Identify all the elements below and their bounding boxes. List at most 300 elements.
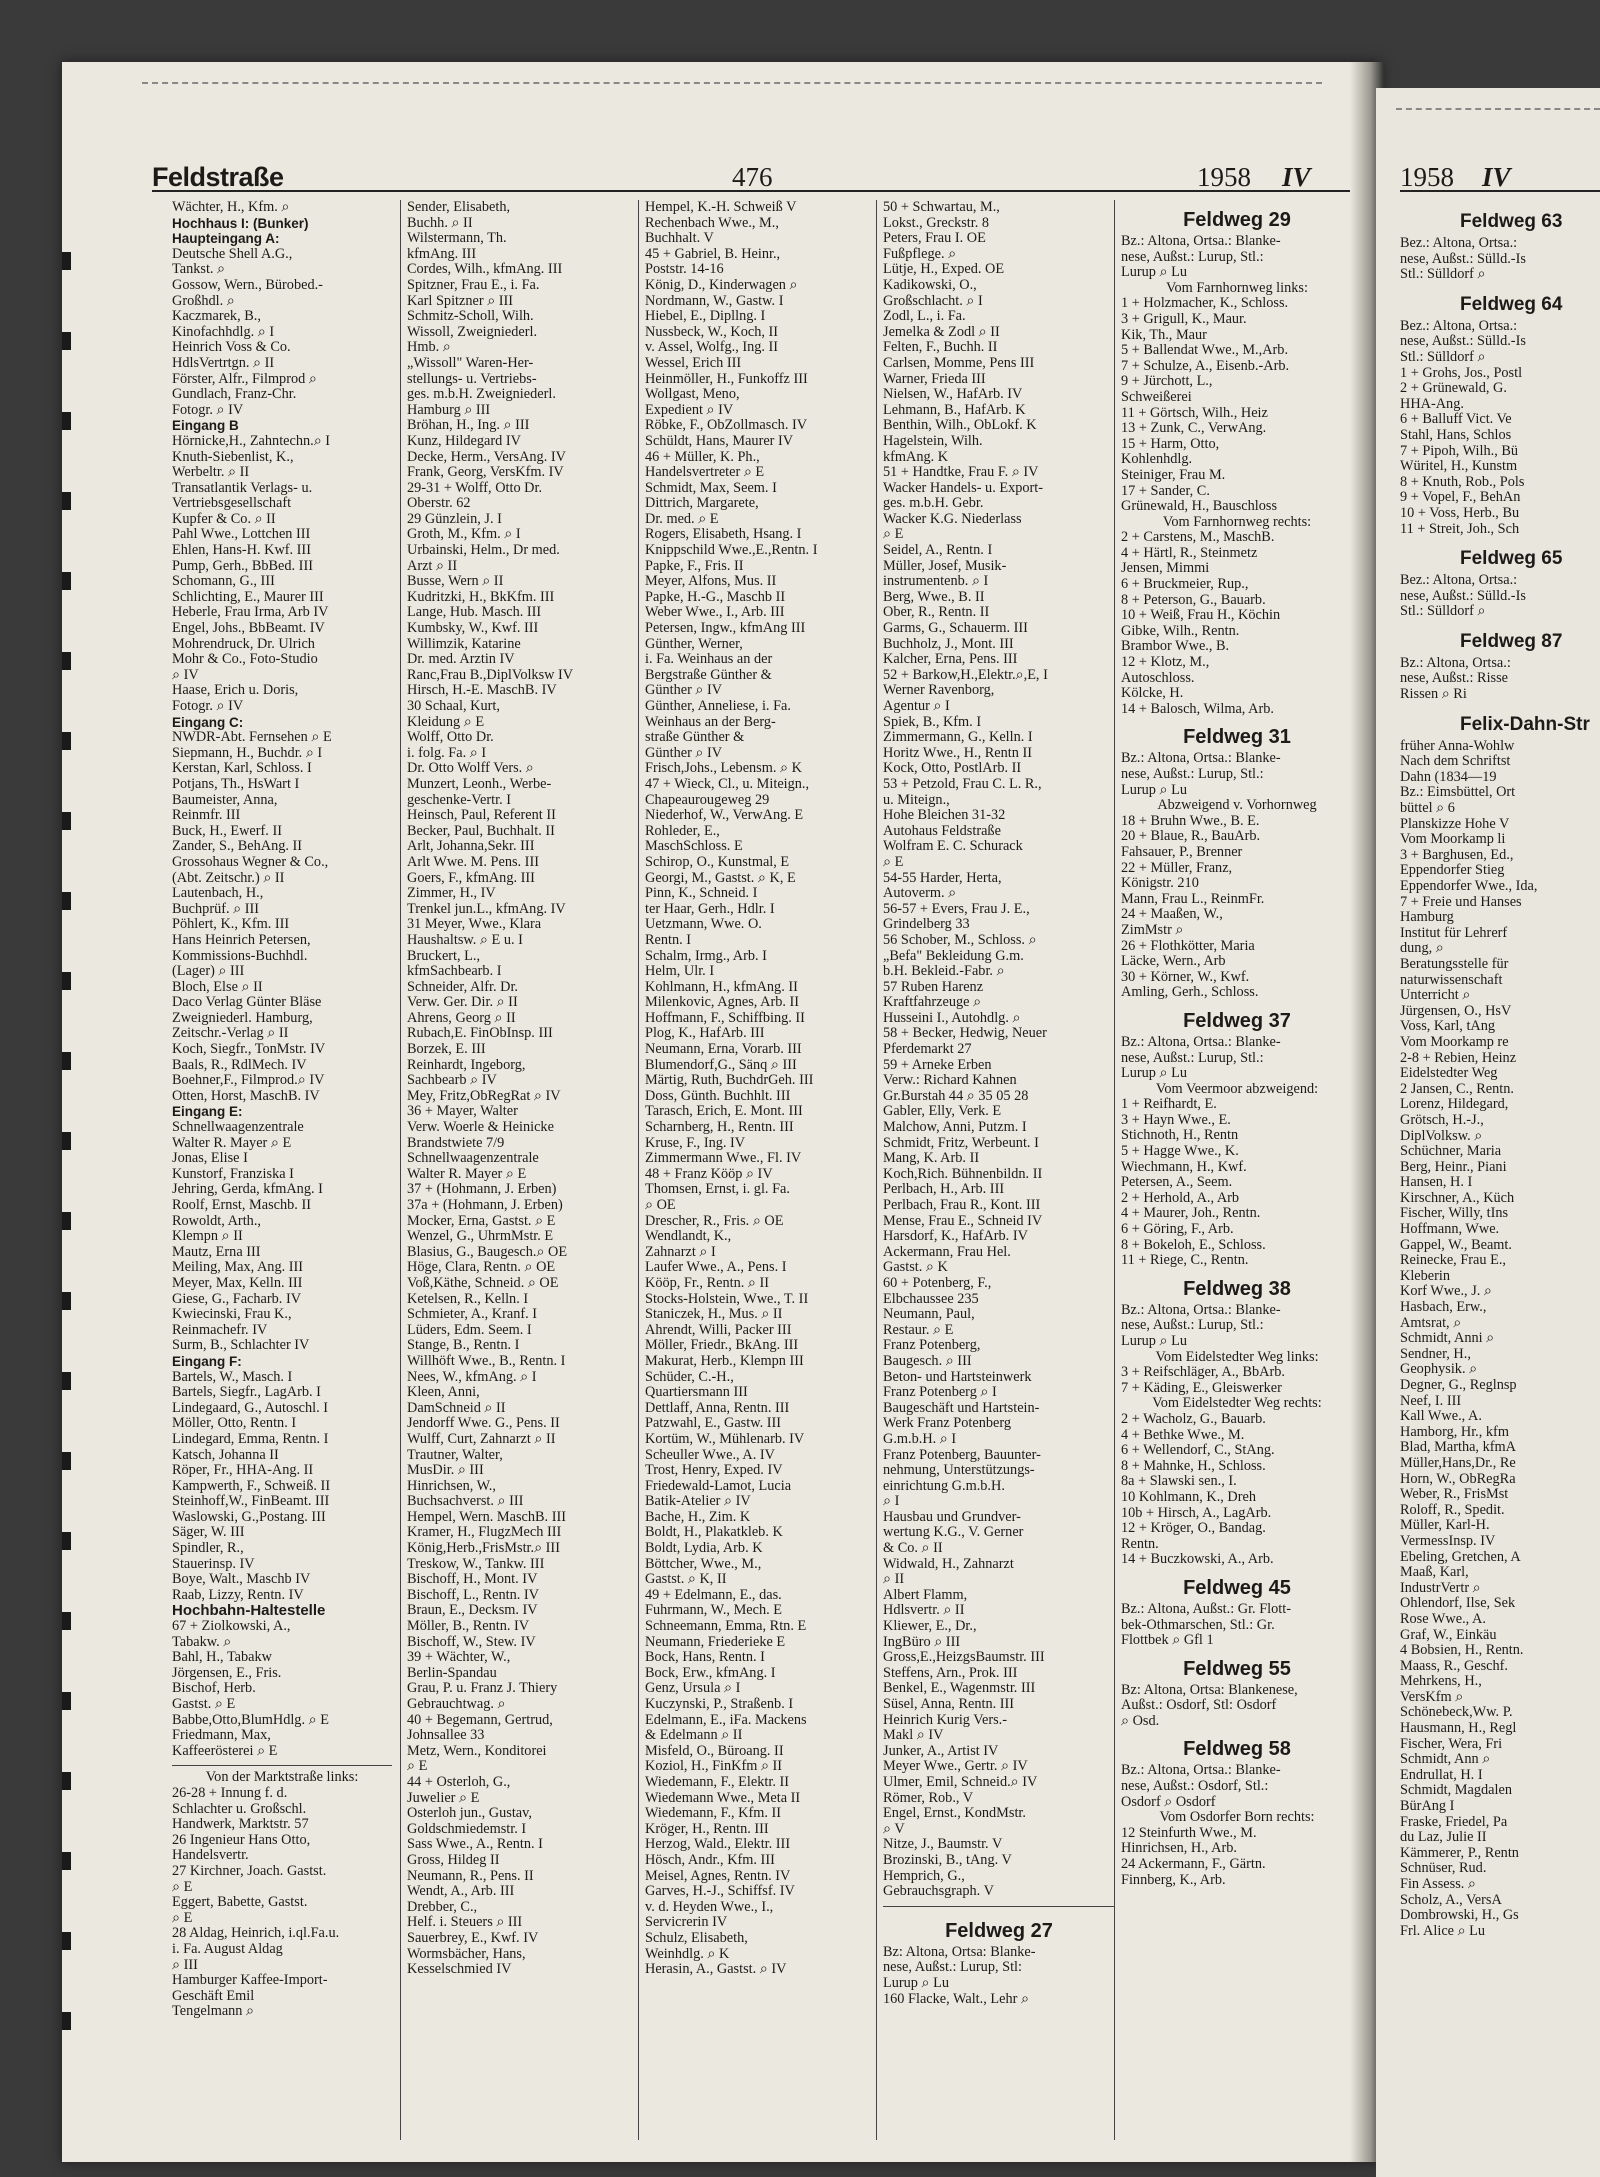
- directory-entry: 4 Bobsien, H., Rentn.: [1400, 1642, 1524, 1659]
- page-year: 1958: [1197, 162, 1251, 192]
- directory-entry: Husseini I., Autohdlg. ⌕: [883, 1009, 1021, 1026]
- directory-entry: Stl.: Sülldorf ⌕: [1400, 603, 1486, 620]
- directory-entry: Gross, Hildeg II: [407, 1851, 500, 1868]
- directory-entry: Dr. med. ⌕ E: [645, 510, 719, 527]
- directory-entry: BürAng I: [1400, 1798, 1455, 1815]
- street-heading: Feldweg 55: [1183, 1657, 1291, 1680]
- directory-entry: Lurup ⌕ Lu: [1121, 1333, 1187, 1349]
- directory-entry: Gebrauchtwag. ⌕: [407, 1696, 506, 1712]
- directory-entry: Ohlendorf, Ilse, Sek: [1400, 1595, 1516, 1612]
- directory-entry: 22 + Müller, Franz,: [1121, 859, 1233, 876]
- directory-entry: Jendorff Wwe. G., Pens. II: [407, 1415, 560, 1432]
- directory-entry: ter Haar, Gerh., Hdlr. I: [645, 900, 775, 917]
- directory-entry: Meisel, Agnes, Rentn. IV: [645, 1867, 791, 1884]
- directory-entry: Zahnarzt ⌕ I: [645, 1243, 716, 1260]
- directory-entry: Arzt ⌕ II: [407, 557, 458, 574]
- directory-entry: Eppendorfer Wwe., Ida,: [1400, 878, 1538, 894]
- directory-entry: Berg, Wwe., B. II: [883, 588, 985, 605]
- directory-entry: 30 Schaal, Kurt,: [407, 698, 500, 714]
- directory-entry: Servicrerin IV: [645, 1914, 728, 1931]
- directory-entry: Kudritzki, H., BkKfm. III: [407, 588, 555, 605]
- directory-entry: Braun, E., Decksm. IV: [407, 1602, 538, 1619]
- directory-entry: Hochbahn-Haltestelle: [172, 1602, 326, 1620]
- directory-entry: Nitze, J., Baumstr. V: [883, 1836, 1003, 1853]
- directory-entry: Günther ⌕ IV: [645, 744, 723, 761]
- directory-entry: Wiedemann Wwe., Meta II: [645, 1789, 801, 1806]
- directory-entry: Bz: Altona, Ortsa: Blankenese,: [1121, 1681, 1298, 1698]
- directory-entry: Baals, R., RdlMech. IV: [172, 1056, 307, 1073]
- directory-entry: Dahn (1834—19: [1400, 768, 1497, 785]
- directory-entry: Steinhoff,W., FinBeamt. III: [172, 1493, 330, 1510]
- directory-entry: 11 + Görtsch, Wilh., Heiz: [1121, 404, 1268, 421]
- directory-entry: Goers, F., kfmAng. III: [407, 869, 535, 886]
- directory-entry: Kwiecinski, Frau K.,: [172, 1306, 292, 1323]
- directory-entry: Koch,Rich. Bühnenbildn. II: [883, 1165, 1043, 1182]
- directory-entry: Wendt, A., Arb. III: [407, 1883, 515, 1900]
- directory-entry: Carlsen, Momme, Pens III: [883, 354, 1035, 371]
- directory-entry: Deutsche Shell A.G.,: [172, 245, 293, 262]
- directory-entry: Roolf, Ernst, Maschb. II: [172, 1197, 311, 1213]
- directory-entry: Herasin, A., Gastst. ⌕ IV: [645, 1961, 787, 1978]
- directory-entry: Metz, Wern., Konditorei: [407, 1742, 547, 1759]
- directory-entry: Kleberin: [1400, 1267, 1451, 1284]
- directory-entry: Kaczmarek, B.,: [172, 308, 261, 325]
- directory-entry: Kröger, H., Rentn. III: [645, 1820, 769, 1837]
- directory-entry: Plog, K., HafArb. III: [645, 1025, 765, 1042]
- directory-entry: Vom Farnhornweg links:: [1166, 279, 1308, 296]
- directory-entry: Hinrichsen, H., Arb.: [1121, 1840, 1237, 1857]
- directory-entry: Eingang F:: [172, 1353, 242, 1369]
- directory-entry: Jehring, Gerda, kfmAng. I: [172, 1181, 323, 1198]
- directory-column-5: [1114, 200, 1353, 2140]
- directory-entry: Wolff, Otto Dr.: [407, 729, 494, 746]
- directory-entry: NWDR-Abt. Fernsehen ⌕ E: [172, 729, 332, 746]
- directory-entry: Babbe,Otto,BlumHdlg. ⌕ E: [172, 1711, 329, 1728]
- directory-entry: Hansen, H. I: [1400, 1174, 1473, 1191]
- directory-entry: Frank, Georg, VersKfm. IV: [407, 464, 564, 481]
- directory-entry: kfmAng. III: [407, 245, 477, 262]
- directory-entry: Daco Verlag Günter Bläse: [172, 994, 322, 1011]
- directory-entry: Batik-Atelier ⌕ IV: [645, 1493, 751, 1510]
- directory-entry: 24 Ackermann, F., Gärtn.: [1121, 1856, 1266, 1873]
- street-heading: Feldweg 45: [1183, 1576, 1291, 1599]
- directory-entry: Sachbearb ⌕ IV: [407, 1072, 497, 1089]
- directory-entry: Werk Franz Potenberg: [883, 1415, 1012, 1432]
- directory-entry: Vom Eidelstedter Weg links:: [1155, 1348, 1319, 1365]
- directory-entry: Baugesch. ⌕ III: [883, 1352, 972, 1369]
- directory-entry: Bischoff, H., Mont. IV: [407, 1571, 538, 1588]
- directory-entry: u. Miteign.,: [883, 791, 950, 808]
- directory-entry: Hamburger Kaffee-Import-: [172, 1972, 328, 1989]
- directory-entry: Bergstraße Günther &: [645, 666, 772, 683]
- directory-entry: kfmSachbearb. I: [407, 963, 502, 980]
- directory-entry: Drebber, C.,: [407, 1898, 478, 1915]
- directory-entry: Lurup ⌕ Lu: [1121, 781, 1187, 798]
- directory-entry: Petersen, A., Seem.: [1121, 1174, 1233, 1191]
- directory-entry: Zimmermann Wwe., Fl. IV: [645, 1150, 802, 1167]
- directory-entry: Jürgensen, O., HsV: [1400, 1002, 1512, 1019]
- directory-entry: Patzwahl, E., Gastw. III: [645, 1415, 782, 1432]
- directory-entry: 26 + Flothkötter, Maria: [1121, 937, 1255, 954]
- directory-entry: Ahrendt, Willi, Packer III: [645, 1321, 792, 1338]
- directory-entry: 45 + Gabriel, B. Heinr.,: [645, 245, 781, 262]
- directory-entry: Jörgensen, E., Fris.: [172, 1664, 282, 1681]
- directory-entry: Juwelier ⌕ E: [407, 1789, 480, 1806]
- directory-entry: Neumann, Paul,: [883, 1306, 975, 1323]
- directory-entry: Mann, Frau L., ReinmFr.: [1121, 890, 1265, 907]
- directory-entry: Gastst. ⌕ K: [883, 1259, 948, 1276]
- directory-entry: Schlichting, E., Maurer III: [172, 588, 324, 605]
- directory-entry: Schirop, O., Kunstmal, E: [645, 853, 790, 870]
- directory-entry: 5 + Ballendat Wwe., M.,Arb.: [1121, 342, 1289, 359]
- directory-entry: Röbke, F., ObZollmasch. IV: [645, 417, 808, 434]
- directory-entry: Kuczynski, P., Straßenb. I: [645, 1696, 794, 1712]
- directory-entry: Friedmann, Max,: [172, 1727, 271, 1744]
- directory-entry: Autohaus Feldstraße: [883, 822, 1001, 839]
- directory-entry: Gross,E.,HeizgsBaumstr. III: [883, 1649, 1045, 1666]
- directory-entry: 160 Flacke, Walt., Lehr ⌕: [883, 1990, 1029, 2007]
- directory-entry: Kortüm, W., Mühlenarb. IV: [645, 1430, 805, 1447]
- directory-entry: 10 + Weiß, Frau H., Köchin: [1121, 607, 1281, 624]
- directory-entry: Kommissions-Buchhdl.: [172, 947, 308, 964]
- directory-entry: du Laz, Julie II: [1400, 1829, 1487, 1846]
- directory-entry: Schmitz-Scholl, Wilh.: [407, 308, 534, 325]
- directory-entry: Boye, Walt., Maschb IV: [172, 1571, 311, 1588]
- directory-entry: Ehlen, Hans-H. Kwf. III: [172, 542, 311, 559]
- directory-entry: 3 + Grigull, K., Maur.: [1121, 310, 1247, 327]
- directory-entry: Bischof, Herb.: [172, 1680, 256, 1697]
- directory-entry: Koziol, H., FinKfm ⌕ II: [645, 1758, 783, 1775]
- directory-entry: straße Günther &: [645, 729, 745, 746]
- directory-entry: Baumeister, Anna,: [172, 791, 278, 808]
- directory-entry: Neef, I. III: [1400, 1392, 1462, 1409]
- directory-entry: Rechenbach Wwe., M.,: [645, 214, 779, 231]
- directory-entry: nese, Außst.: Lurup, Stl.:: [1121, 1317, 1264, 1334]
- directory-entry: 8 + Peterson, G., Bauarb.: [1121, 591, 1266, 608]
- directory-entry: Kölcke, H.: [1121, 685, 1184, 702]
- directory-entry: Steiniger, Frau M.: [1121, 466, 1226, 483]
- directory-entry: Buchholz, J., Mont. III: [883, 635, 1014, 652]
- directory-entry: 8 + Knuth, Rob., Pols: [1400, 473, 1525, 490]
- directory-entry: Frisch,Johs., Lebensm. ⌕ K: [645, 760, 802, 777]
- directory-entry: „Befa" Bekleidung G.m.: [883, 947, 1024, 964]
- directory-entry: Gastst. ⌕ E: [172, 1696, 236, 1712]
- directory-entry: Quartiersmann III: [645, 1384, 748, 1401]
- directory-entry: Mang, K. Arb. II: [883, 1150, 980, 1167]
- right-page-year: 1958: [1400, 162, 1454, 192]
- directory-entry: Möller, B., Rentn. IV: [407, 1618, 530, 1635]
- directory-entry: Handelsvertr.: [172, 1847, 249, 1864]
- directory-entry: Trenkel jun.L., kfmAng. IV: [407, 900, 566, 917]
- directory-entry: Stl.: Sülldorf ⌕: [1400, 348, 1486, 365]
- directory-entry: Weber Wwe., I., Arb. III: [645, 604, 785, 621]
- directory-entry: Fotogr. ⌕ IV: [172, 698, 244, 714]
- directory-entry: ⌕ IV: [172, 666, 199, 683]
- directory-entry: Bock, Hans, Rentn. I: [645, 1649, 765, 1666]
- directory-entry: ⌕ OE: [645, 1197, 676, 1213]
- directory-entry: 2 + Herhold, A., Arb: [1121, 1189, 1240, 1206]
- directory-entry: i. folg. Fa. ⌕ I: [407, 744, 487, 761]
- directory-entry: G.m.b.H. ⌕ I: [883, 1430, 957, 1447]
- directory-entry: Buchprüf. ⌕ III: [172, 900, 260, 917]
- directory-entry: 5 + Hagge Wwe., K.: [1121, 1143, 1239, 1160]
- directory-entry: Misfeld, O., Büroang. II: [645, 1742, 784, 1759]
- directory-entry: nese, Außst.: Lurup, Stl:: [883, 1959, 1022, 1976]
- directory-entry: Wächter, H., Kfm. ⌕: [172, 200, 290, 215]
- directory-entry: Wendlandt, K.,: [645, 1228, 732, 1245]
- directory-entry: Werner Ravenborg,: [883, 682, 995, 699]
- directory-entry: 18 + Bruhn Wwe., B. E.: [1121, 812, 1260, 829]
- directory-entry: Zeitschr.-Verlag ⌕ II: [172, 1025, 289, 1042]
- directory-entry: Ober, R., Rentn. II: [883, 604, 990, 621]
- directory-entry: Gebrauchsgraph. V: [883, 1883, 994, 1900]
- directory-entry: Hmb. ⌕: [407, 339, 451, 356]
- directory-entry: Lindegard, Emma, Rentn. I: [172, 1430, 329, 1447]
- directory-entry: Eppendorfer Stieg: [1400, 862, 1505, 879]
- directory-entry: Jensen, Mimmi: [1121, 560, 1210, 577]
- directory-entry: Friedewald-Lamot, Lucia: [645, 1477, 792, 1494]
- directory-entry: Vom Osdorfer Born rechts:: [1159, 1809, 1315, 1826]
- directory-entry: Makurat, Herb., Klempn III: [645, 1352, 804, 1369]
- directory-entry: Urbainski, Helm., Dr med.: [407, 542, 560, 559]
- directory-entry: Garves, H.-J., Schiffsf. IV: [645, 1883, 795, 1900]
- directory-entry: nese, Außst.: Sülld.-Is: [1400, 250, 1526, 267]
- left-page: [62, 62, 1382, 2162]
- directory-entry: Franz Potenberg, Bauunter-: [883, 1446, 1041, 1463]
- directory-entry: 12 + Klotz, M.,: [1121, 654, 1210, 671]
- right-page: [1376, 88, 1600, 2177]
- directory-entry: Fischer, Willy, tIns: [1400, 1205, 1509, 1222]
- directory-entry: Nielsen, W., HafArb. IV: [883, 386, 1023, 403]
- directory-entry: Widwald, H., Zahnarzt: [883, 1555, 1014, 1572]
- directory-entry: Bock, Erw., kfmAng. I: [645, 1664, 776, 1681]
- directory-entry: Lurup ⌕ Lu: [1121, 1065, 1187, 1082]
- directory-entry: Borzek, E. III: [407, 1041, 486, 1058]
- directory-entry: 2 + Grünewald, G.: [1400, 380, 1507, 397]
- directory-entry: Unterricht ⌕: [1400, 987, 1471, 1004]
- directory-entry: Vom Farnhornweg rechts:: [1162, 513, 1312, 530]
- directory-entry: Schneider, Alfr. Dr.: [407, 978, 519, 995]
- directory-entry: 15 + Harm, Otto,: [1121, 435, 1220, 452]
- directory-entry: Bloch, Else ⌕ II: [172, 978, 263, 995]
- directory-entry: ⌕ Osd.: [1121, 1712, 1160, 1729]
- directory-entry: MusDir. ⌕ III: [407, 1462, 484, 1479]
- directory-entry: büttel ⌕ 6: [1400, 800, 1455, 817]
- directory-entry: Bischoff, W., Stew. IV: [407, 1633, 536, 1650]
- directory-entry: Kerstan, Karl, Schloss. I: [172, 760, 312, 777]
- directory-entry: 2-8 + Rebien, Heinz: [1400, 1049, 1517, 1066]
- directory-entry: Hdlsvertr. ⌕ II: [883, 1602, 965, 1619]
- directory-entry: Harsdorf, K., HafArb. IV: [883, 1228, 1028, 1245]
- directory-entry: IngBüro ⌕ III: [883, 1633, 961, 1650]
- directory-entry: Helf. i. Steuers ⌕ III: [407, 1914, 523, 1931]
- directory-entry: 29 Günzlein, J. I: [407, 510, 502, 527]
- directory-entry: Seidel, A., Rentn. I: [883, 542, 993, 559]
- directory-entry: 26 Ingenieur Hans Otto,: [172, 1831, 311, 1848]
- directory-entry: Wollgast, Meno,: [645, 386, 740, 403]
- directory-entry: Kampwerth, F., Schweiß. II: [172, 1477, 331, 1494]
- directory-entry: Sauerbrey, E., Kwf. IV: [407, 1929, 539, 1946]
- directory-entry: Tengelmann ⌕: [172, 2003, 255, 2020]
- directory-entry: Schnüser, Rud.: [1400, 1860, 1487, 1877]
- binding-holes: [62, 252, 74, 2152]
- directory-entry: Pinn, K., Schneid. I: [645, 885, 758, 902]
- directory-entry: Rentn.: [1121, 1535, 1159, 1552]
- directory-entry: Grindelberg 33: [883, 916, 970, 933]
- directory-entry: 17 + Sander, C.: [1121, 482, 1210, 499]
- directory-entry: Milenkovic, Agnes, Arb. II: [645, 994, 800, 1011]
- directory-entry: Wolfram E. C. Schurack: [883, 838, 1023, 855]
- directory-entry: Kinofachhdlg. ⌕ I: [172, 323, 275, 340]
- directory-entry: Neumann, Friederieke E: [645, 1633, 786, 1650]
- directory-entry: Schnellwaagenzentrale: [172, 1119, 304, 1136]
- directory-entry: Lautenbach, H.,: [172, 885, 264, 902]
- directory-entry: 4 + Maurer, Joh., Rentn.: [1121, 1205, 1261, 1222]
- directory-entry: Handwerk, Marktstr. 57: [172, 1816, 309, 1833]
- directory-entry: Cordes, Wilh., kfmAng. III: [407, 261, 563, 278]
- directory-entry: Günther, Werner,: [645, 635, 743, 652]
- directory-entry: Franz Potenberg,: [883, 1337, 981, 1354]
- directory-entry: Walter R. Mayer ⌕ E: [172, 1134, 292, 1151]
- directory-entry: 3 + Reifschläger, A., BbArb.: [1121, 1364, 1285, 1381]
- directory-entry: Weber, R., FrisMst: [1400, 1486, 1509, 1503]
- directory-entry: Flottbek ⌕ Gfl 1: [1121, 1632, 1214, 1649]
- directory-entry: Weinhdlg. ⌕ K: [645, 1945, 730, 1962]
- directory-entry: 56 Schober, M., Schloss. ⌕: [883, 931, 1037, 948]
- directory-entry: ⌕ I: [883, 1493, 900, 1510]
- directory-entry: Siepmann, H., Buchdr. ⌕ I: [172, 744, 323, 761]
- directory-entry: Frl. Alice ⌕ Lu: [1400, 1922, 1486, 1939]
- street-heading: Feldweg 27: [945, 1919, 1053, 1942]
- directory-entry: Knuth-Siebenlist, K.,: [172, 448, 294, 465]
- directory-entry: Autoverm. ⌕: [883, 885, 957, 902]
- directory-entry: Schmidt, Max, Seem. I: [645, 479, 777, 496]
- directory-entry: Petersen, Ingw., kfmAng III: [645, 620, 806, 637]
- directory-entry: Wessel, Erich III: [645, 354, 742, 371]
- directory-entry: Warner, Frieda III: [883, 370, 986, 387]
- directory-entry: v. Assel, Wolfg., Ing. II: [645, 339, 779, 356]
- street-heading: Felix-Dahn-Str: [1460, 713, 1590, 735]
- directory-entry: Ahrens, Georg ⌕ II: [407, 1009, 516, 1026]
- directory-entry: Schönebeck,Ww. P.: [1400, 1704, 1513, 1721]
- directory-entry: Hausbau und Grundver-: [883, 1508, 1021, 1525]
- directory-entry: Kaffeerösterei ⌕ E: [172, 1742, 278, 1759]
- directory-entry: 27 Kirchner, Joach. Gastst.: [172, 1862, 327, 1879]
- directory-entry: Boehner,F., Filmprod.⌕ IV: [172, 1072, 325, 1089]
- directory-entry: Wiedemann, F., Elektr. II: [645, 1773, 789, 1790]
- directory-entry: Boldt, H., Plakatkleb. K: [645, 1524, 783, 1541]
- directory-entry: i. Fa. August Aldag: [172, 1940, 283, 1957]
- directory-entry: 36 + Mayer, Walter: [407, 1103, 518, 1120]
- directory-entry: Stauerinsp. IV: [172, 1555, 255, 1572]
- directory-entry: Brambor Wwe., B.: [1121, 638, 1230, 655]
- directory-entry: Großhdl. ⌕: [172, 292, 235, 309]
- directory-entry: Mocker, Erna, Gastst. ⌕ E: [407, 1212, 556, 1229]
- directory-entry: 12 + Kröger, O., Bandag.: [1121, 1520, 1266, 1537]
- directory-entry: Pump, Gerh., BbBed. III: [172, 557, 313, 574]
- directory-entry: Reinecke, Frau E.,: [1400, 1252, 1506, 1269]
- directory-entry: Schmidt, Fritz, Werbeunt. I: [883, 1134, 1039, 1151]
- directory-entry: VermessInsp. IV: [1400, 1532, 1496, 1549]
- street-heading: Feldweg 63: [1460, 211, 1563, 232]
- directory-entry: Spindler, R.,: [172, 1540, 244, 1557]
- directory-entry: 10 Kohlmann, K., Dreh: [1121, 1488, 1257, 1505]
- directory-entry: Läcke, Wern., Arb: [1121, 953, 1226, 970]
- directory-entry: 9 + Jürchott, L.,: [1121, 373, 1213, 390]
- directory-entry: Hempel, K.-H. Schweiß V: [645, 200, 797, 215]
- directory-entry: „Wissoll" Waren-Her-: [407, 354, 534, 371]
- directory-entry: Felten, F., Buchh. II: [883, 339, 998, 356]
- directory-entry: Bröhan, H., Ing. ⌕ III: [407, 417, 530, 434]
- directory-entry: Meyer, Alfons, Mus. II: [645, 573, 777, 590]
- directory-entry: Boldt, Lydia, Arb. K: [645, 1540, 763, 1557]
- directory-entry: Böttcher, Wwe., M.,: [645, 1555, 762, 1572]
- directory-entry: Knippschild Wwe.,E.,Rentn. I: [645, 542, 818, 559]
- directory-entry: 24 + Maaßen, W.,: [1121, 906, 1223, 923]
- directory-entry: Planskizze Hohe V: [1400, 815, 1510, 832]
- directory-entry: Lindegaard, G., Autoschl. I: [172, 1399, 329, 1416]
- directory-entry: ⌕ E: [407, 1758, 428, 1775]
- directory-entry: Finnberg, K., Arb.: [1121, 1871, 1226, 1888]
- directory-entry: 6 + Balluff Vict. Ve: [1400, 411, 1512, 428]
- directory-entry: Kraftfahrzeuge ⌕: [883, 994, 982, 1011]
- directory-entry: Fin Assess. ⌕: [1400, 1876, 1476, 1892]
- directory-entry: Blumendorf,G., Sänq ⌕ III: [645, 1056, 797, 1073]
- directory-entry: Heinsch, Paul, Referent II: [407, 807, 556, 824]
- directory-entry: früher Anna-Wohlw: [1400, 737, 1515, 754]
- directory-entry: Berg, Heinr., Piani: [1400, 1158, 1507, 1175]
- directory-entry: Gastst. ⌕ K, II: [645, 1571, 727, 1588]
- directory-entry: Chapeaurougeweg 29: [645, 791, 770, 808]
- directory-entry: Treskow, W., Tankw. III: [407, 1555, 545, 1572]
- directory-entry: 60 + Potenberg, F.,: [883, 1274, 992, 1291]
- directory-entry: IndustrVertr ⌕: [1400, 1579, 1481, 1596]
- directory-entry: Schulz, Elisabeth,: [645, 1929, 748, 1946]
- directory-entry: Wormsbächer, Hans,: [407, 1945, 526, 1962]
- directory-entry: 12 Steinfurth Wwe., M.: [1121, 1824, 1257, 1841]
- directory-entry: ⌕ III: [172, 1956, 198, 1973]
- directory-entry: Geophysik. ⌕: [1400, 1361, 1478, 1378]
- directory-entry: Dr. med. Arztin IV: [407, 651, 515, 668]
- directory-entry: Kleidung ⌕ E: [407, 713, 485, 730]
- directory-entry: Mey, Fritz,ObRegRat ⌕ IV: [407, 1087, 561, 1104]
- directory-entry: Schmieter, A., Kranf. I: [407, 1306, 538, 1323]
- directory-column-3: [638, 200, 877, 2140]
- directory-entry: Lüders, Edm. Seem. I: [407, 1321, 532, 1338]
- directory-entry: Nussbeck, W., Koch, II: [645, 323, 779, 340]
- directory-entry: Grünewald, H., Bauschloss: [1121, 498, 1278, 515]
- directory-entry: Degner, G., Reglnsp: [1400, 1377, 1517, 1393]
- directory-entry: Hempel, Wern. MaschB. III: [407, 1508, 566, 1525]
- directory-entry: 2 + Wacholz, G., Bauarb.: [1121, 1410, 1266, 1427]
- directory-entry: ⌕ E: [172, 1909, 193, 1926]
- directory-entry: 2 + Carstens, M., MaschB.: [1121, 529, 1275, 546]
- directory-entry: Gibke, Wilh., Rentn.: [1121, 622, 1240, 639]
- directory-entry: Edelmann, E., iFa. Mackens: [645, 1711, 807, 1728]
- directory-entry: Fußpflege. ⌕: [883, 245, 957, 262]
- directory-entry: Meyer Wwe., Gertr. ⌕ IV: [883, 1758, 1028, 1775]
- directory-entry: 11 + Streit, Joh., Sch: [1400, 520, 1520, 537]
- directory-entry: Kööp, Fr., Rentn. ⌕ II: [645, 1274, 769, 1291]
- directory-entry: HdlsVertrtgn. ⌕ II: [172, 354, 275, 371]
- directory-entry: HHA-Ang.: [1400, 395, 1464, 412]
- directory-entry: Maass, R., Geschf.: [1400, 1657, 1509, 1674]
- directory-entry: Herzog, Wald., Elektr. III: [645, 1836, 791, 1853]
- directory-entry: Willhöft Wwe., B., Rentn. I: [407, 1352, 566, 1369]
- directory-entry: Kunstorf, Franziska I: [172, 1165, 294, 1182]
- directory-entry: Außst.: Osdorf, Stl: Osdorf: [1121, 1697, 1277, 1714]
- directory-entry: Mense, Frau E., Schneid IV: [883, 1212, 1043, 1229]
